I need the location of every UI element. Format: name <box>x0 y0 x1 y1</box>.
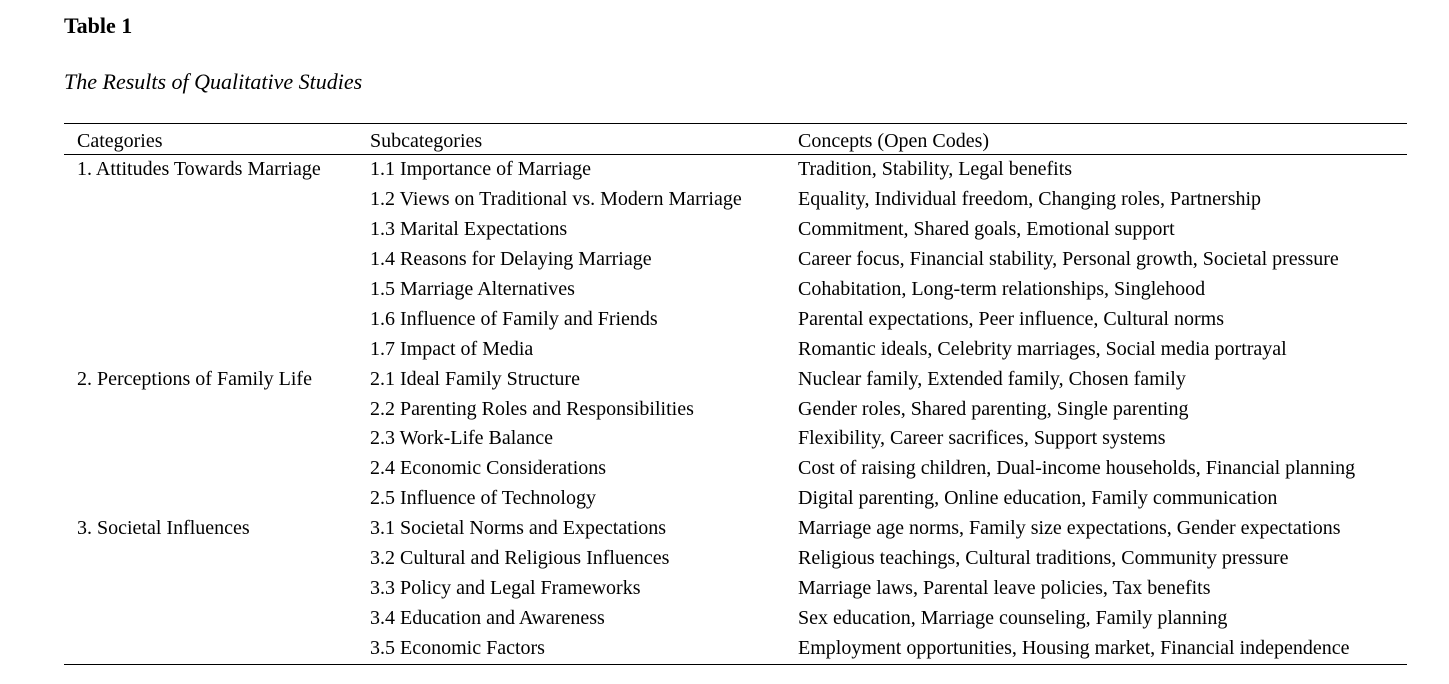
concepts-cell: Religious teachings, Cultural traditions, Community pressure <box>798 547 1289 570</box>
table-row <box>64 454 1407 484</box>
subcategory-cell: 2.4 Economic Considerations <box>370 457 607 480</box>
header-subcategories: Subcategories <box>370 130 483 152</box>
subcategory-cell: 1.6 Influence of Family and Friends <box>370 307 658 330</box>
concepts-cell: Sex education, Marriage counseling, Family planning <box>798 607 1228 630</box>
concepts-cell: Commitment, Shared goals, Emotional support <box>798 217 1175 240</box>
subcategory-cell: 1.1 Importance of Marriage <box>370 158 592 180</box>
concepts-cell: Marriage laws, Parental leave policies, Tax benefits <box>798 577 1211 600</box>
concepts-cell: Marriage age norms, Family size expectations, Gender expectations <box>798 517 1341 540</box>
table-row <box>64 514 1407 544</box>
table-row <box>64 215 1407 245</box>
concepts-cell: Employment opportunities, Housing market, Financial independence <box>798 637 1350 659</box>
subcategory-cell: 2.5 Influence of Technology <box>370 487 596 510</box>
category-cell: 3. Societal Influences <box>77 517 250 540</box>
table-row <box>64 484 1407 514</box>
concepts-cell: Career focus, Financial stability, Personal growth, Societal pressure <box>798 247 1339 270</box>
concepts-cell: Parental expectations, Peer influence, Cultural norms <box>798 307 1224 330</box>
header-concepts: Concepts (Open Codes) <box>798 130 990 152</box>
table-header-row <box>64 124 1407 154</box>
table-row <box>64 275 1407 305</box>
subcategory-cell: 2.3 Work-Life Balance <box>370 427 553 450</box>
table-row <box>64 634 1407 664</box>
subcategory-cell: 1.5 Marriage Alternatives <box>370 277 575 300</box>
category-cell: 2. Perceptions of Family Life <box>77 367 312 390</box>
concepts-cell: Romantic ideals, Celebrity marriages, Social media portrayal <box>798 337 1287 360</box>
table-body <box>64 155 1407 664</box>
results-table <box>64 123 1407 665</box>
concepts-cell: Cohabitation, Long-term relationships, Singlehood <box>798 277 1206 300</box>
subcategory-cell: 1.3 Marital Expectations <box>370 217 568 240</box>
subcategory-cell: 3.3 Policy and Legal Frameworks <box>370 577 641 600</box>
table-row <box>64 155 1407 185</box>
subcategory-cell: 1.4 Reasons for Delaying Marriage <box>370 247 652 270</box>
concepts-cell: Gender roles, Shared parenting, Single parenting <box>798 397 1189 420</box>
table-row <box>64 245 1407 275</box>
subcategory-cell: 2.1 Ideal Family Structure <box>370 367 580 390</box>
subcategory-cell: 3.2 Cultural and Religious Influences <box>370 547 670 570</box>
table-row <box>64 604 1407 634</box>
table-row <box>64 395 1407 425</box>
concepts-cell: Nuclear family, Extended family, Chosen family <box>798 367 1186 390</box>
concepts-cell: Cost of raising children, Dual-income households, Financial planning <box>798 457 1356 480</box>
table-row <box>64 185 1407 215</box>
table-row <box>64 305 1407 335</box>
table-row <box>64 574 1407 604</box>
subcategory-cell: 1.2 Views on Traditional vs. Modern Marriage <box>370 187 742 210</box>
category-cell: 1. Attitudes Towards Marriage <box>77 158 321 180</box>
table-bottom-rule <box>64 664 1407 665</box>
subcategory-cell: 2.2 Parenting Roles and Responsibilities <box>370 397 694 420</box>
subcategory-cell: 3.1 Societal Norms and Expectations <box>370 517 667 540</box>
subcategory-cell: 3.4 Education and Awareness <box>370 607 605 630</box>
header-categories: Categories <box>77 130 163 152</box>
table-title: The Results of Qualitative Studies <box>64 69 363 94</box>
concepts-cell: Digital parenting, Online education, Family communication <box>798 487 1278 510</box>
table-number: Table 1 <box>64 13 133 38</box>
table-row <box>64 544 1407 574</box>
table-row <box>64 424 1407 454</box>
table-row <box>64 335 1407 365</box>
concepts-cell: Flexibility, Career sacrifices, Support systems <box>798 427 1166 450</box>
subcategory-cell: 3.5 Economic Factors <box>370 637 545 659</box>
subcategory-cell: 1.7 Impact of Media <box>370 337 534 360</box>
table-row <box>64 365 1407 395</box>
concepts-cell: Tradition, Stability, Legal benefits <box>798 158 1073 180</box>
concepts-cell: Equality, Individual freedom, Changing roles, Partnership <box>798 187 1262 210</box>
